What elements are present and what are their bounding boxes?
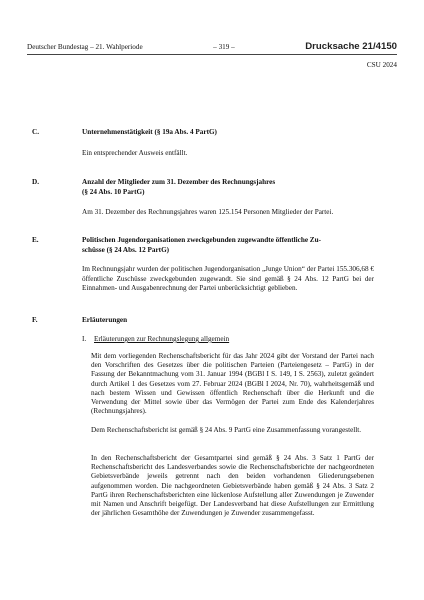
paragraph: Dem Rechenschaftsbericht ist gemäß § 24 Abs. 9 PartG eine Zusammenfassung vorangestellt. (91, 426, 362, 434)
section-title-line: (§ 24 Abs. 10 PartG) (82, 187, 145, 196)
header-parliament-label: Deutscher Bundestag – 21. Wahlperiode (27, 43, 143, 51)
section-letter: E. (32, 236, 39, 244)
paragraph: Mit dem vorliegenden Rechenschaftsbericht für das Jahr 2024 gibt der Vorstand der Partei nach den Vorschriften des Gesetzes über die politischen Parteien (Parteiengesetz – PartG) in der Fassung der Bekanntmachung vom 31. Januar 1994 (BGBl I S. 149, I S. 2563), zuletzt geändert durch Artikel 1 des Gesetzes vom 27. Februar 2024 (BGBl I 2024, Nr. 70), wahrheitsgemäß und nach bestem Wissen und Gewissen öffentlich Rechenschaft über die Herkunft und die Verwendung der Mittel sowie über das Vermögen der Partei zum Ende des Kalenderjahres (Rechnungsjahres). (91, 352, 374, 416)
section-c-body: Ein entsprechender Ausweis entfällt. (82, 149, 188, 157)
header-document-number (305, 41, 397, 52)
section-c-heading (32, 128, 392, 138)
section-letter: D. (32, 178, 39, 186)
paragraph: In den Rechenschaftsbericht der Gesamtpartei sind gemäß § 24 Abs. 3 Satz 1 PartG der Rechenschaftsbericht des Landesverbandes sowie die Rechenschaftsberichte der nachgeordneten Gebietsverbände jeweils getrennt nach den beiden vorhandenen Gliederungsebenen aufgenommen worden. Die nachgeordneten Gebietsverbände haben gemäß § 24 Abs. 3 Satz 2 PartG ihren Rechenschaftsberichten eine lückenlose Aufstellung aller Zuwendungen je Zuwender mit Namen und Anschrift beigefügt. Der Landesverband hat diese Aufstellungen zur Ermittlung der jährlichen Gesamthöhe der Zuwendungen je Zuwender zusammengefasst. (91, 454, 374, 518)
section-e-heading (32, 236, 392, 256)
section-d-heading (32, 178, 392, 198)
doc-label: Drucksache 21/ (305, 41, 376, 52)
header-page-number: – 319 – (213, 43, 235, 51)
section-title-line: schüsse (§ 24 Abs. 12 PartG) (82, 245, 170, 254)
section-title-line: Anzahl der Mitglieder zum 31. Dezember des Rechnungsjahres (82, 178, 276, 186)
section-title: Erläuterungen (82, 316, 128, 324)
doc-number: 4150 (375, 41, 397, 52)
section-title-line: Politischen Jugendorganisationen zweckgebunden zugewandte öffentliche Zu- (82, 236, 321, 244)
section-e-body: Im Rechnungsjahr wurden der politischen Jugendorganisation „Junge Union“ der Partei 155.306,68 € öffentliche Zuschüsse zweckgebunden zugewandt. Sie sind gemäß § 24 Abs. 12 PartG bei der Einnahmen- und Ausgabenrechnung der Partei unberücksichtigt geblieben. (82, 265, 374, 293)
section-f-heading (32, 316, 392, 326)
section-letter: F. (32, 316, 38, 324)
header-rule (27, 54, 397, 55)
subsection-title: Erläuterungen zur Rechnungslegung allgemein (94, 335, 230, 343)
section-title (82, 236, 392, 255)
section-letter: C. (32, 128, 39, 136)
page-header (27, 41, 397, 55)
section-title: Unternehmenstätigkeit (§ 19a Abs. 4 PartG) (82, 128, 217, 136)
section-d-body: Am 31. Dezember des Rechnungsjahres waren 125.154 Personen Mitglieder der Partei. (82, 208, 334, 216)
subsection-heading (82, 335, 374, 345)
section-title (82, 178, 392, 197)
subsection-number: I. (82, 335, 87, 343)
party-tag: CSU 2024 (366, 61, 397, 69)
